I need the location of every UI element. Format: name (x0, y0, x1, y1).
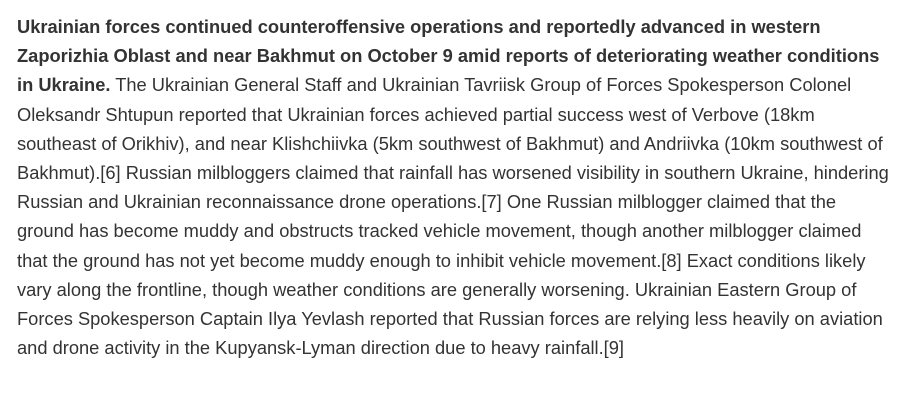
article-body-text: The Ukrainian General Staff and Ukrainian Tavriisk Group of Forces Spokesperson Colonel Oleksandr Shtupun reported that Ukrainian forces achieved partial success west of Verbove (18km southeast of Orikhiv), and near Klishchiivka (5km southwest of Bakhmut) and Andriivka (10km southwest of Bakhmut).[6] Russian milbloggers claimed that rainfall has worsened visibility in southern Ukraine, hindering Russian and Ukrainian reconnaissance drone operations.[7] One Russian milblogger claimed that the ground has become muddy and obstructs tracked vehicle movement, though another milblogger claimed that the ground has not yet become muddy enough to inhibit vehicle movement.[8] Exact conditions likely vary along the frontline, though weather conditions are generally worsening. Ukrainian Eastern Group of Forces Spokesperson Captain Ilya Yevlash reported that Russian forces are relying less heavily on aviation and drone activity in the Kupyansk-Lyman direction due to heavy rainfall.[9] (17, 74, 889, 359)
lead-sentence: Ukrainian forces continued counteroffensive operations and reportedly advanced in western Zaporizhia Oblast and near Bakhmut on October 9 amid reports of deteriorating weather conditions in Ukraine. (17, 16, 880, 96)
article-paragraph (17, 12, 897, 362)
